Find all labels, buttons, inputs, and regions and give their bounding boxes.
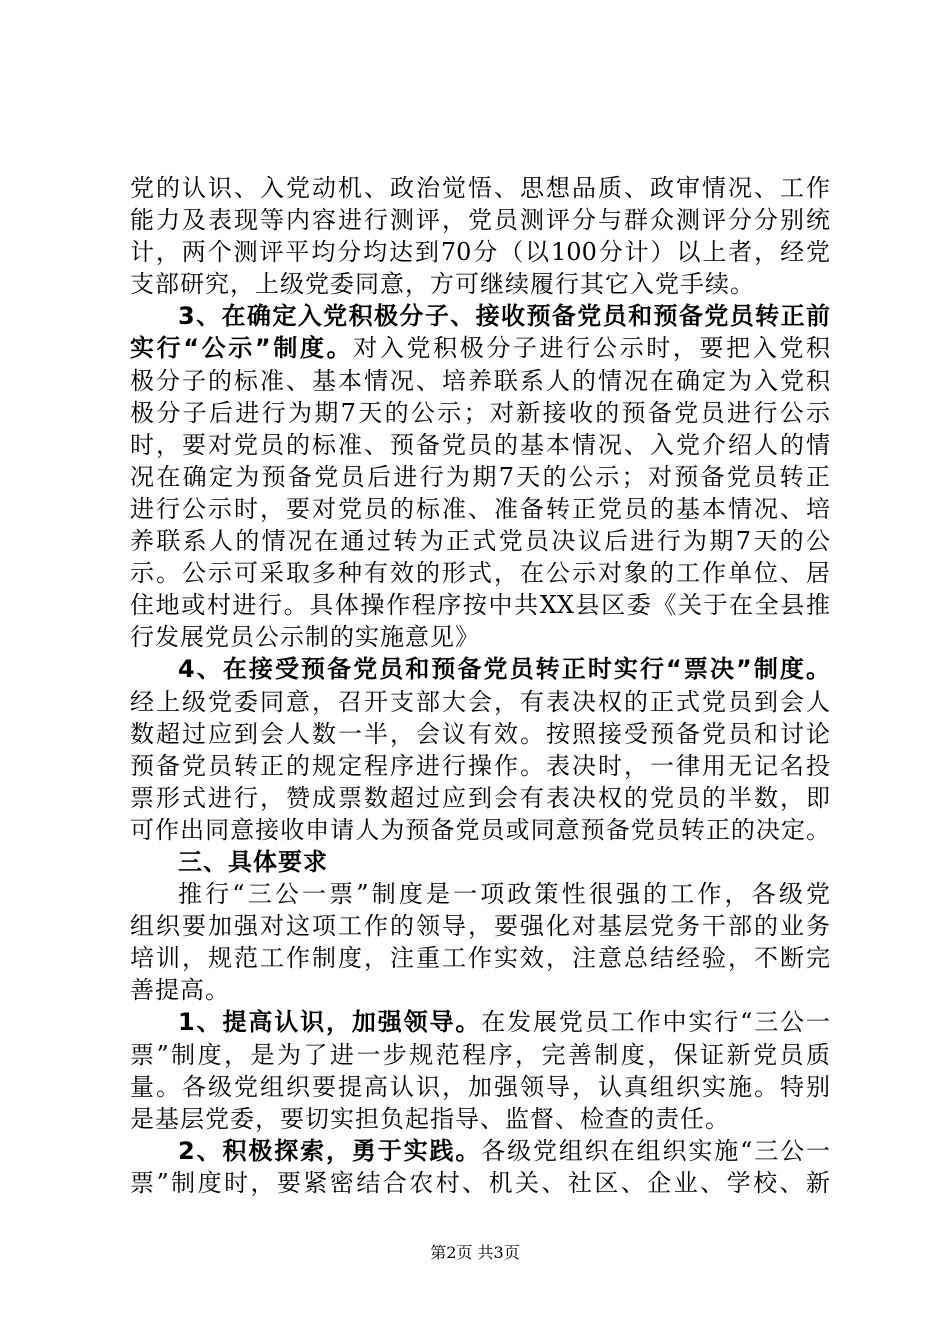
- bold-heading-text: 3、在确定入党积极分子、接收预备党员和预备党员转正前: [178, 302, 830, 331]
- bold-heading-text: 2、积极探索，勇于实践。: [178, 1136, 482, 1165]
- text-line: [130, 268, 830, 300]
- body-text: 培训，规范工作制度，注重工作实效，注意总结经验，不断完: [130, 944, 830, 973]
- body-text: 预备党员转正的规定程序进行操作。表决时，一律用无记名投: [130, 751, 830, 780]
- body-text: 量。各级党组织要提高认识，加强领导，认真组织实施。特别: [130, 1072, 830, 1101]
- text-line: [130, 1135, 830, 1167]
- text-line: [130, 878, 830, 910]
- text-line: [130, 718, 830, 750]
- text-line: [130, 686, 830, 718]
- text-line: [130, 910, 830, 942]
- body-text: 计，两个测评平均分均达到70分（以100分计）以上者，经党: [130, 238, 830, 267]
- body-text: 党的认识、入党动机、政治觉悟、思想品质、政审情况、工作: [130, 174, 830, 202]
- body-text: 极分子的标准、基本情况、培养联系人的情况在确定为入党积: [130, 366, 830, 395]
- body-text: 对入党积极分子进行公示时，要把入党积: [353, 334, 831, 363]
- body-text: 善提高。: [130, 976, 230, 1005]
- text-line: [130, 653, 830, 685]
- text-line: [130, 782, 830, 814]
- text-line: [130, 1103, 830, 1135]
- text-line: [130, 332, 830, 364]
- text-line: [130, 1039, 830, 1071]
- text-line: [130, 974, 830, 1006]
- bold-heading-text: 三、具体要求: [178, 847, 328, 876]
- body-text: 票”制度时，要紧密结合农村、机关、社区、企业、学校、新: [130, 1168, 830, 1197]
- body-text: 支部研究，上级党委同意，方可继续履行其它入党手续。: [130, 270, 755, 299]
- body-text: 况在确定为预备党员后进行为期7天的公示；对预备党员转正: [130, 462, 830, 491]
- text-line: [130, 429, 830, 461]
- body-text: 票形式进行，赞成票数超过应到会有表决权的党员的半数，即: [130, 783, 830, 812]
- text-line: [130, 525, 830, 557]
- body-text: 数超过应到会人数一半，会议有效。按照接受预备党员和讨论: [130, 719, 830, 748]
- text-line: [130, 1071, 830, 1103]
- body-text: 行发展党员公示制的实施意见》: [130, 623, 480, 652]
- text-line: [130, 750, 830, 782]
- text-line: [130, 1167, 830, 1199]
- body-text: 推行“三公一票”制度是一项政策性很强的工作，各级党: [178, 880, 830, 909]
- document-body: [130, 172, 830, 1199]
- bold-heading-text: 1、提高认识，加强领导。: [178, 1008, 482, 1037]
- body-text: 示。公示可采取多种有效的形式，在公示对象的工作单位、居: [130, 559, 830, 588]
- body-text: 组织要加强对这项工作的领导，要强化对基层党务干部的业务: [130, 912, 830, 941]
- text-line: [130, 557, 830, 589]
- body-text: 票”制度，是为了进一步规范程序，完善制度，保证新党员质: [130, 1040, 830, 1069]
- text-line: [130, 493, 830, 525]
- text-line: [130, 236, 830, 268]
- body-text: 各级党组织在组织实施“三公一: [481, 1136, 830, 1165]
- text-line: [130, 942, 830, 974]
- body-text: 能力及表现等内容进行测评，党员测评分与群众测评分分别统: [130, 206, 830, 235]
- text-line: [130, 204, 830, 236]
- bold-heading-text: 4、在接受预备党员和预备党员转正时实行“票决”制度。: [178, 655, 830, 684]
- text-line: [130, 621, 830, 653]
- body-text: 是基层党委，要切实担负起指导、监督、检查的责任。: [130, 1104, 730, 1133]
- text-line: [130, 846, 830, 878]
- body-text: 经上级党委同意，召开支部大会，有表决权的正式党员到会人: [130, 687, 830, 716]
- text-line: [130, 365, 830, 397]
- body-text: 进行公示时，要对党员的标准、准备转正党员的基本情况、培: [130, 494, 830, 523]
- page-footer: 第2页 共3页: [430, 1243, 520, 1262]
- body-text: 住地或村进行。具体操作程序按中共XX县区委《关于在全县推: [130, 591, 830, 620]
- text-line: [130, 172, 830, 204]
- body-text: 极分子后进行为期7天的公示；对新接收的预备党员进行公示: [130, 398, 830, 427]
- text-line: [130, 461, 830, 493]
- body-text: 在发展党员工作中实行“三公一: [481, 1008, 830, 1037]
- text-line: [130, 397, 830, 429]
- body-text: 时，要对党员的标准、预备党员的基本情况、入党介绍人的情: [130, 430, 830, 459]
- text-line: [130, 300, 830, 332]
- body-text: 养联系人的情况在通过转为正式党员决议后进行为期7天的公: [130, 527, 830, 556]
- text-line: [130, 589, 830, 621]
- bold-heading-text: 实行“公示”制度。: [130, 334, 354, 363]
- text-line: [130, 814, 830, 846]
- body-text: 可作出同意接收申请人为预备党员或同意预备党员转正的决定。: [130, 815, 830, 844]
- text-line: [130, 1006, 830, 1038]
